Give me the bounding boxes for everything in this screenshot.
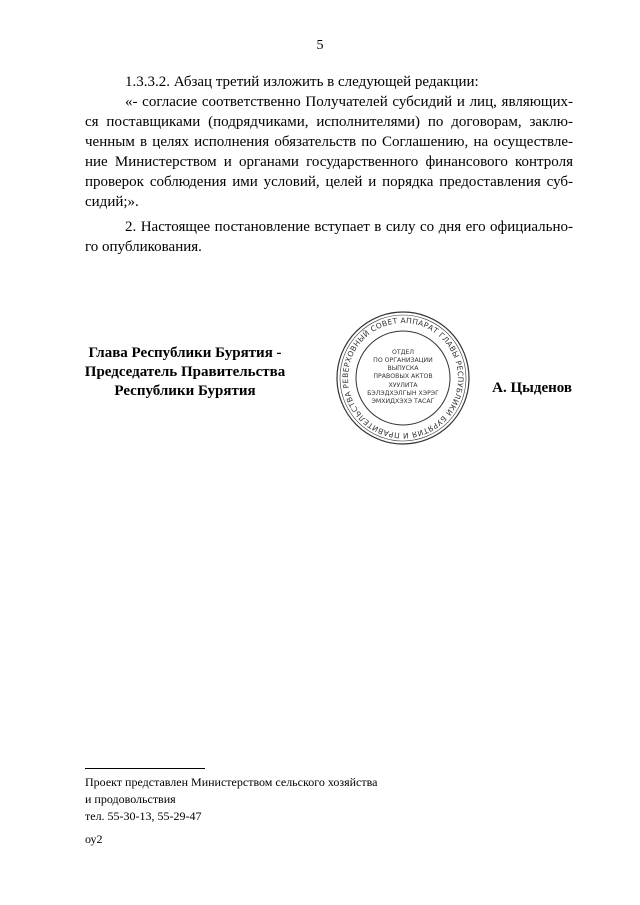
text-line: сидий;». <box>85 194 139 210</box>
text-line: 1.3.3.2. Абзац третий изложить в следующей редакции: <box>125 74 479 90</box>
seal-inner-line: ПО ОРГАНИЗАЦИИ <box>373 357 433 364</box>
text-line: ченным в целях исполнения обязательств по Соглашению, на осуществле- <box>85 134 573 150</box>
signatory-title <box>70 344 300 401</box>
footnote-line: Проект представлен Министерством сельского хозяйства <box>85 775 378 789</box>
signatory-title-line: Республики Бурятия <box>114 383 256 399</box>
footnote-line: тел. 55-30-13, 55-29-47 <box>85 809 202 823</box>
text-line: ние Министерством и органами государственного финансового контроля <box>85 154 573 170</box>
text-line: «- согласие соответственно Получателей субсидий и лиц, являющих- <box>125 94 573 110</box>
seal-inner-line: ЭМХИДХЭХЭ ТАСАГ <box>371 398 435 405</box>
seal-graphic <box>335 310 471 446</box>
page-number: 5 <box>316 38 324 53</box>
text-line: проверок соблюдения ими условий, целей и порядка предоставления суб- <box>85 174 573 190</box>
seal-inner-line: ХУУЛИТА <box>388 382 418 389</box>
seal-inner-line: ОТДЕЛ <box>391 349 415 356</box>
paragraph-amendment <box>85 72 573 212</box>
document-code: оу2 <box>85 832 103 846</box>
official-seal <box>335 310 471 446</box>
footnote-divider <box>85 768 205 769</box>
footnote <box>85 774 377 848</box>
signatory-title-line: Глава Республики Бурятия - <box>88 345 282 361</box>
seal-inner-line: ВЫПУСКА <box>387 365 419 372</box>
paragraph-effective-date <box>85 217 573 257</box>
text-line: го опубликования. <box>85 239 202 255</box>
seal-ring-text: ВЕРХОВНЫЙ СОВЕТ АППАРАТ ГЛАВЫ РЕСПУБЛИКИ БУРЯТИЯ И ПРАВИТЕЛЬСТВА РЕ <box>340 315 466 441</box>
footnote-line: и продовольствия <box>85 792 176 806</box>
text-line: 2. Настоящее постановление вступает в силу со дня его официально- <box>125 219 573 235</box>
text-line: ся поставщиками (подрядчиками, исполнителями) по договорам, заклю- <box>85 114 573 130</box>
signatory-name: А. Цыденов <box>492 380 572 396</box>
seal-inner-line: ПРАВОВЫХ АКТОВ <box>373 373 433 380</box>
seal-inner-line: БЭЛЭДХЭЛГЫН ХЭРЭГ <box>367 390 439 397</box>
signatory-title-line: Председатель Правительства <box>84 364 286 380</box>
